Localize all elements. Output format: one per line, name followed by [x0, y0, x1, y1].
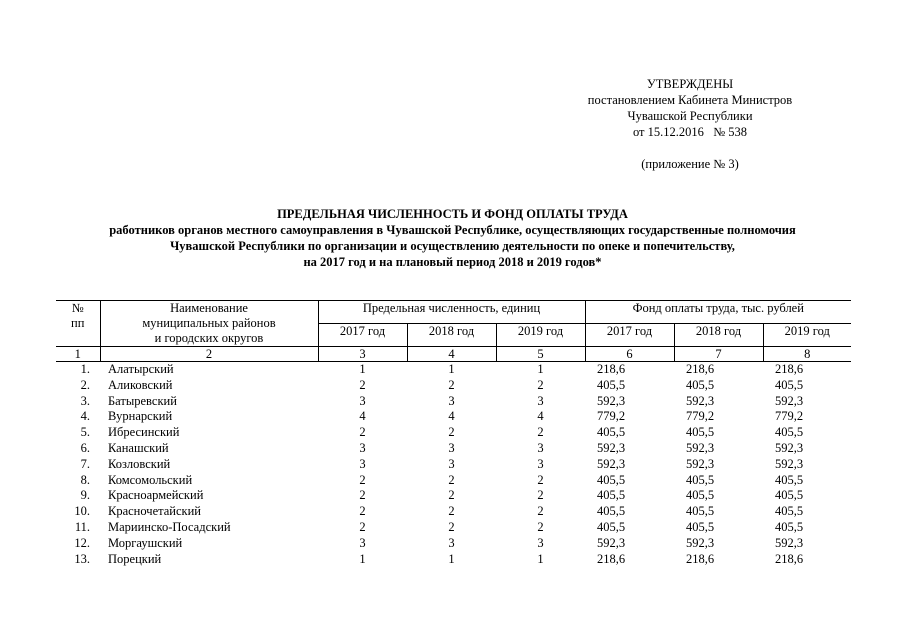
- row-district-name: Канашский: [108, 440, 169, 455]
- row-number: 10.: [74, 504, 90, 519]
- approval-heading: УТВЕРЖДЕНЫ: [646, 77, 734, 91]
- row-staff-2017: 2: [359, 377, 366, 392]
- title-sub-1: работников органов местного самоуправления в Чувашской Республике, осуществляющих государственные полномочия: [109, 223, 796, 237]
- row-fund-2019: 405,5: [775, 504, 804, 519]
- row-staff-2017: 2: [359, 472, 366, 487]
- row-staff-2019: 1: [537, 551, 544, 566]
- row-staff-2017: 2: [359, 504, 366, 519]
- header-fund-2018: 2018 год: [674, 324, 763, 347]
- row-fund-2018: 218,6: [686, 551, 715, 566]
- row-fund-2017: 405,5: [597, 472, 626, 487]
- row-staff-2019: 2: [537, 519, 544, 534]
- row-staff-2017: 3: [359, 393, 366, 408]
- row-staff-2017: 1: [359, 362, 366, 376]
- row-fund-2019: 592,3: [775, 440, 804, 455]
- header-fund-2017: 2017 год: [585, 324, 674, 347]
- row-staff-2017: 2: [359, 519, 366, 534]
- row-staff-2018: 3: [448, 456, 455, 471]
- column-number: 4: [407, 347, 496, 362]
- row-fund-2019: 405,5: [775, 519, 804, 534]
- row-number: 3.: [80, 393, 90, 408]
- row-staff-2019: 2: [537, 425, 544, 440]
- row-staff-2018: 2: [448, 519, 455, 534]
- table-row: [56, 473, 851, 489]
- header-row-1: [56, 301, 851, 324]
- row-fund-2017: 592,3: [597, 535, 626, 550]
- row-district-name: Моргаушский: [108, 535, 183, 550]
- row-staff-2019: 2: [537, 472, 544, 487]
- row-staff-2018: 3: [448, 393, 455, 408]
- row-fund-2018: 405,5: [686, 488, 715, 503]
- title-sub-3: на 2017 год и на плановый период 2018 и 2019 годов*: [303, 255, 602, 269]
- column-number: 8: [763, 347, 851, 362]
- row-staff-2018: 2: [448, 425, 455, 440]
- row-staff-2019: 2: [537, 504, 544, 519]
- approval-block: [560, 76, 820, 172]
- row-fund-2019: 405,5: [775, 425, 804, 440]
- row-fund-2019: 405,5: [775, 377, 804, 392]
- document-title: [20, 206, 885, 270]
- row-district-name: Красноармейский: [108, 488, 204, 503]
- row-staff-2018: 4: [448, 409, 455, 424]
- row-staff-2019: 3: [537, 535, 544, 550]
- header-name-line3: и городских округов: [154, 331, 264, 345]
- row-fund-2017: 779,2: [597, 409, 626, 424]
- row-number: 7.: [80, 456, 90, 471]
- row-fund-2017: 405,5: [597, 519, 626, 534]
- column-number: 7: [674, 347, 763, 362]
- table-row: [56, 362, 851, 378]
- column-number: 6: [585, 347, 674, 362]
- row-number: 5.: [80, 425, 90, 440]
- row-number: 1.: [80, 362, 90, 376]
- approval-republic: Чувашской Республики: [627, 109, 753, 123]
- header-name-line1: Наименование: [170, 301, 248, 315]
- header-name: [100, 301, 318, 347]
- column-number-row: [56, 347, 851, 362]
- header-fund-2019: 2019 год: [763, 324, 851, 347]
- row-number: 13.: [74, 551, 90, 566]
- row-district-name: Алатырский: [108, 362, 174, 376]
- row-fund-2019: 592,3: [775, 535, 804, 550]
- table-row: [56, 425, 851, 441]
- row-fund-2017: 592,3: [597, 393, 626, 408]
- header-staff: Предельная численность, единиц: [318, 301, 585, 324]
- table-row: [56, 441, 851, 457]
- row-staff-2017: 3: [359, 440, 366, 455]
- row-fund-2018: 405,5: [686, 472, 715, 487]
- row-number: 8.: [80, 472, 90, 487]
- row-staff-2018: 1: [448, 362, 455, 376]
- row-district-name: Козловский: [108, 456, 171, 471]
- row-fund-2018: 405,5: [686, 377, 715, 392]
- row-fund-2018: 592,3: [686, 535, 715, 550]
- table-row: [56, 394, 851, 410]
- row-number: 6.: [80, 440, 90, 455]
- row-fund-2017: 405,5: [597, 425, 626, 440]
- approval-date-number: от 15.12.2016 № 538: [632, 125, 748, 139]
- column-number: 1: [56, 347, 100, 362]
- row-district-name: Аликовский: [108, 377, 173, 392]
- row-fund-2019: 592,3: [775, 393, 804, 408]
- row-staff-2017: 3: [359, 456, 366, 471]
- header-number-pp: пп: [71, 316, 85, 330]
- row-fund-2018: 592,3: [686, 456, 715, 471]
- table-row: [56, 488, 851, 504]
- row-staff-2019: 2: [537, 377, 544, 392]
- row-number: 4.: [80, 409, 90, 424]
- row-staff-2019: 2: [537, 488, 544, 503]
- row-staff-2019: 3: [537, 456, 544, 471]
- row-fund-2017: 405,5: [597, 488, 626, 503]
- row-staff-2019: 3: [537, 393, 544, 408]
- row-fund-2019: 405,5: [775, 472, 804, 487]
- table-row: [56, 520, 851, 536]
- row-number: 2.: [80, 377, 90, 392]
- row-fund-2019: 779,2: [775, 409, 804, 424]
- header-name-line2: муниципальных районов: [142, 316, 276, 330]
- row-fund-2019: 592,3: [775, 456, 804, 471]
- row-fund-2018: 218,6: [686, 362, 715, 376]
- title-sub-2: Чувашской Республики по организации и осуществлению деятельности по опеке и попечительству,: [170, 239, 735, 253]
- row-fund-2018: 405,5: [686, 504, 715, 519]
- row-staff-2018: 3: [448, 440, 455, 455]
- row-staff-2017: 1: [359, 551, 366, 566]
- row-fund-2019: 405,5: [775, 488, 804, 503]
- row-staff-2017: 3: [359, 535, 366, 550]
- header-staff-2019: 2019 год: [496, 324, 585, 347]
- row-staff-2017: 4: [359, 409, 366, 424]
- row-staff-2018: 2: [448, 488, 455, 503]
- row-district-name: Батыревский: [108, 393, 177, 408]
- row-staff-2019: 1: [537, 362, 544, 376]
- table-row: [56, 504, 851, 520]
- row-fund-2019: 218,6: [775, 551, 804, 566]
- header-number: [56, 301, 100, 347]
- approval-decree: постановлением Кабинета Министров: [587, 93, 793, 107]
- row-staff-2019: 4: [537, 409, 544, 424]
- row-fund-2017: 218,6: [597, 551, 626, 566]
- table-row: [56, 552, 851, 568]
- row-fund-2018: 592,3: [686, 393, 715, 408]
- row-district-name: Красночетайский: [108, 504, 201, 519]
- row-staff-2019: 3: [537, 440, 544, 455]
- table-row: [56, 457, 851, 473]
- row-fund-2018: 405,5: [686, 425, 715, 440]
- row-district-name: Ибресинский: [108, 425, 180, 440]
- row-fund-2018: 592,3: [686, 440, 715, 455]
- row-staff-2017: 2: [359, 488, 366, 503]
- column-number: 5: [496, 347, 585, 362]
- row-fund-2017: 218,6: [597, 362, 626, 376]
- row-fund-2017: 405,5: [597, 377, 626, 392]
- row-fund-2017: 592,3: [597, 440, 626, 455]
- row-district-name: Порецкий: [108, 551, 162, 566]
- header-staff-2017: 2017 год: [318, 324, 407, 347]
- row-district-name: Вурнарский: [108, 409, 173, 424]
- data-table: [56, 300, 851, 567]
- row-fund-2017: 592,3: [597, 456, 626, 471]
- header-fund: Фонд оплаты труда, тыс. рублей: [585, 301, 851, 324]
- table-row: [56, 378, 851, 394]
- row-number: 11.: [74, 519, 90, 534]
- row-staff-2017: 2: [359, 425, 366, 440]
- row-number: 12.: [74, 535, 90, 550]
- column-number: 2: [100, 347, 318, 362]
- row-fund-2018: 405,5: [686, 519, 715, 534]
- header-number-sign: №: [71, 301, 84, 315]
- appendix-label: (приложение № 3): [641, 157, 739, 171]
- title-main: ПРЕДЕЛЬНАЯ ЧИСЛЕННОСТЬ И ФОНД ОПЛАТЫ ТРУДА: [277, 207, 628, 221]
- row-fund-2019: 218,6: [775, 362, 804, 376]
- table-row: [56, 409, 851, 425]
- table-row: [56, 536, 851, 552]
- column-number: 3: [318, 347, 407, 362]
- row-district-name: Комсомольский: [108, 472, 193, 487]
- row-staff-2018: 2: [448, 472, 455, 487]
- row-staff-2018: 3: [448, 535, 455, 550]
- row-fund-2017: 405,5: [597, 504, 626, 519]
- row-staff-2018: 2: [448, 504, 455, 519]
- row-staff-2018: 2: [448, 377, 455, 392]
- row-district-name: Мариинско-Посадский: [108, 519, 231, 534]
- row-staff-2018: 1: [448, 551, 455, 566]
- row-fund-2018: 779,2: [686, 409, 715, 424]
- row-number: 9.: [80, 488, 90, 503]
- header-staff-2018: 2018 год: [407, 324, 496, 347]
